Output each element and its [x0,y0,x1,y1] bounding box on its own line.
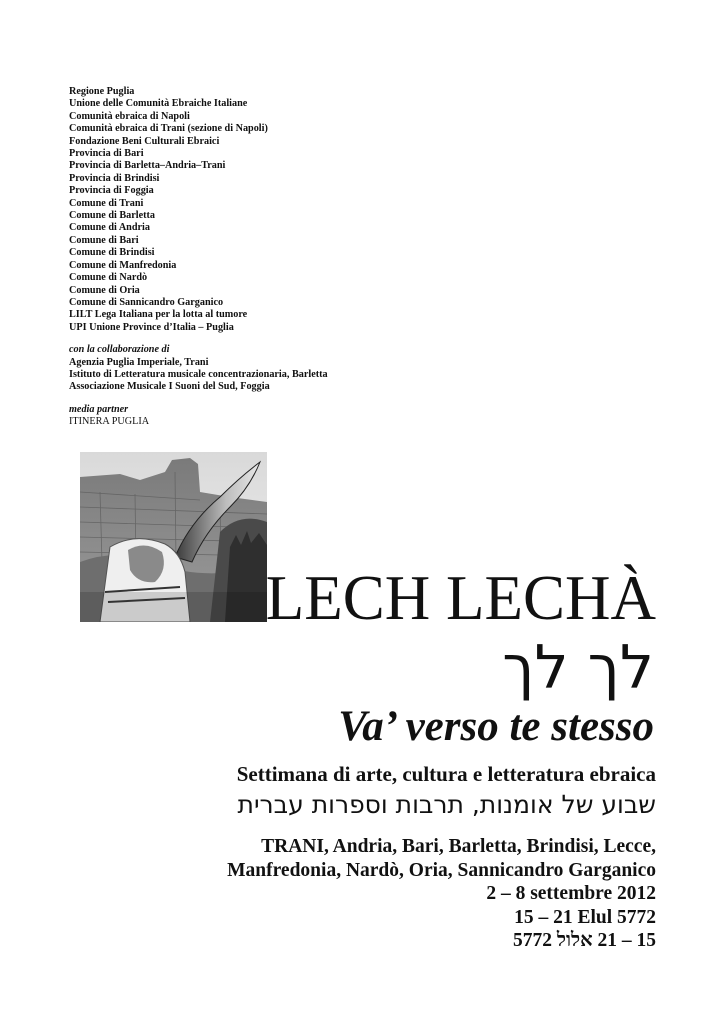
sponsor-item: Unione delle Comunità Ebraiche Italiane [69,98,248,110]
sponsor-item: Provincia di Bari [69,148,144,160]
event-description-hebrew: שבוע של אומנות, תרבות וספרות עברית [237,790,656,819]
sponsor-item: Comune di Manfredonia [69,259,177,271]
sponsor-item: Provincia di Barletta–Andria–Trani [69,160,226,172]
event-dates: 2 – 8 settembre 2012 [486,883,656,904]
sponsor-item: Regione Puglia [69,86,135,97]
collaborator-item: Istituto di Letteratura musicale concentrazionaria, Barletta [69,368,328,380]
sponsor-item: Comune di Andria [69,222,150,234]
sponsor-item: Comune di Brindisi [69,247,155,259]
event-subtitle: Va’ verso te stesso [338,703,654,750]
hebrew-calendar-dates-he: 15 – 21 אלול 5772 [512,930,656,951]
cities-line-1: TRANI, Andria, Bari, Barletta, Brindisi, Lecce, [261,836,656,857]
sponsor-list [69,86,429,429]
hebrew-calendar-dates: 15 – 21 Elul 5772 [514,906,656,928]
event-details [227,835,656,953]
media-partner-name: ITINERA PUGLIA [69,416,150,428]
sponsor-item: Fondazione Beni Culturali Ebraici [69,135,220,147]
sponsor-item: Comune di Nardò [69,272,148,284]
sponsor-item: Comune di Sannicandro Garganico [69,296,224,308]
event-description: Settimana di arte, cultura e letteratura ebraica [236,762,656,786]
sponsor-item: UPI Unione Province d’Italia – Puglia [69,321,234,333]
media-partner-label: media partner [69,403,129,415]
collaborator-item: Agenzia Puglia Imperiale, Trani [69,356,209,368]
sponsor-item: LILT Lega Italiana per la lotta al tumore [69,309,248,321]
collaboration-label: con la collaborazione di [69,344,170,356]
sponsor-item: Comune di Barletta [69,210,156,222]
sponsor-item: Provincia di Foggia [69,185,154,197]
event-title-hebrew: לך לך [502,633,654,703]
sponsor-item: Comunità ebraica di Napoli [69,110,190,122]
sponsor-item: Comune di Oria [69,284,140,296]
sponsor-item: Provincia di Brindisi [69,172,160,184]
sponsor-item: Comunità ebraica di Trani (sezione di Napoli) [69,123,268,135]
event-title: LECH LECHÀ [265,563,656,633]
sponsor-item: Comune di Trani [69,197,144,209]
sponsor-item: Comune di Bari [69,234,139,246]
shofar-photo [80,452,267,622]
collaborator-item: Associazione Musicale I Suoni del Sud, Foggia [69,381,270,393]
cities-line-2: Manfredonia, Nardò, Oria, Sannicandro Garganico [227,859,656,881]
